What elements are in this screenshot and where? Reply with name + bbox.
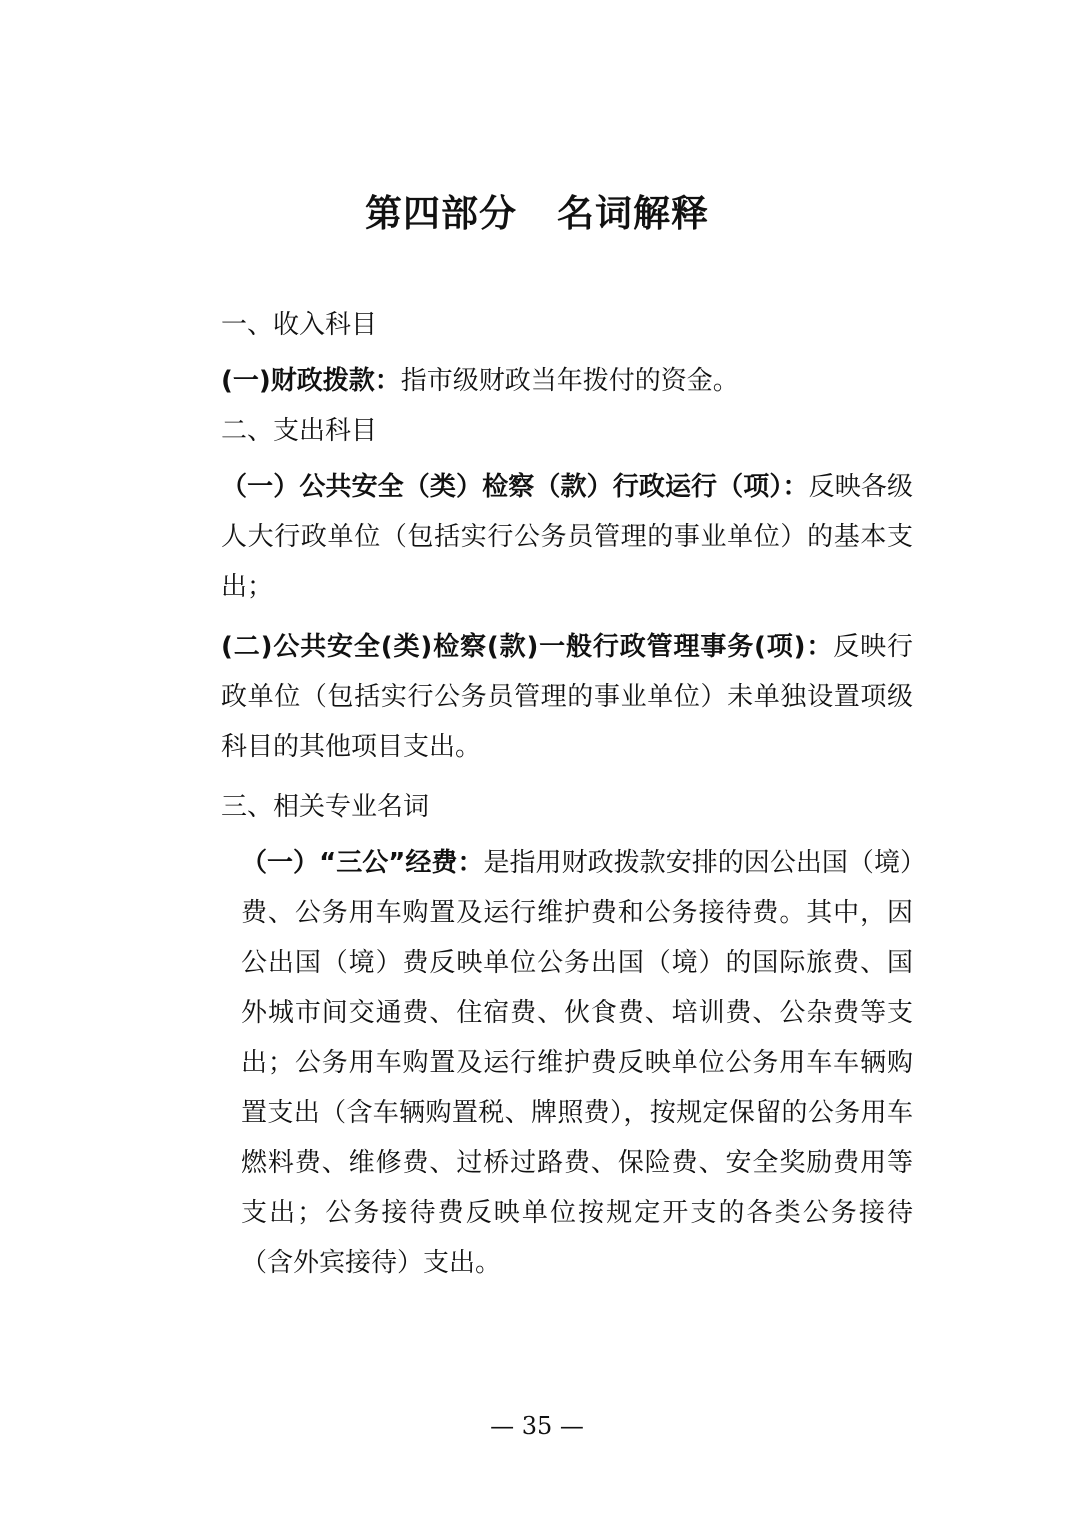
- page-title: [0, 186, 1074, 242]
- term-three-public-expenses: （一）“三公”经费：: [241, 848, 484, 878]
- definition-administrative-operation: 反映各级人大行政单位（包括实行公务员管理的事业单位）的基本支出；: [221, 472, 913, 602]
- page-number: — 35 —: [490, 1412, 584, 1440]
- term-general-administration: (二)公共安全(类)检察(款)一般行政管理事务(项)：: [221, 632, 834, 662]
- title-part: 第四部分: [365, 192, 517, 235]
- section-heading-terms: 三、相关专业名词: [221, 792, 430, 822]
- paragraph-administrative-operation: [165, 462, 913, 612]
- section-heading-income: 一、收入科目: [221, 310, 378, 340]
- section-heading-expenditure: 二、支出科目: [221, 416, 378, 446]
- paragraph-three-public-expenses: [165, 838, 913, 1288]
- definition-three-public-expenses: 是指用财政拨款安排的因公出国（境）费、公务用车购置及运行维护费和公务接待费。其中，因公出国（境）费反映单位公务出国（境）的国际旅费、国外城市间交通费、住宿费、伙食费、培训费、公杂费等支出；公务用车购置及运行维护费反映单位公务用车车辆购置支出（含车辆购置税、牌照费），按规定保留的公务用车燃料费、维修费、过桥过路费、保险费、安全奖励费用等支出；公务接待费反映单位按规定开支的各类公务接待（含外宾接待）支出。: [241, 848, 913, 1278]
- title-name: 名词解释: [557, 192, 709, 235]
- paragraph-fiscal-appropriation: [165, 356, 913, 406]
- paragraph-general-administration: [165, 622, 913, 772]
- term-fiscal-appropriation: (一)财政拨款：: [221, 366, 401, 396]
- definition-fiscal-appropriation: 指市级财政当年拨付的资金。: [400, 366, 739, 396]
- term-administrative-operation: （一）公共安全（类）检察（款）行政运行（项）：: [221, 472, 809, 502]
- definition-general-administration: 反映行政单位（包括实行公务员管理的事业单位）未单独设置项级科目的其他项目支出。: [221, 632, 913, 762]
- document-body: [165, 300, 913, 1288]
